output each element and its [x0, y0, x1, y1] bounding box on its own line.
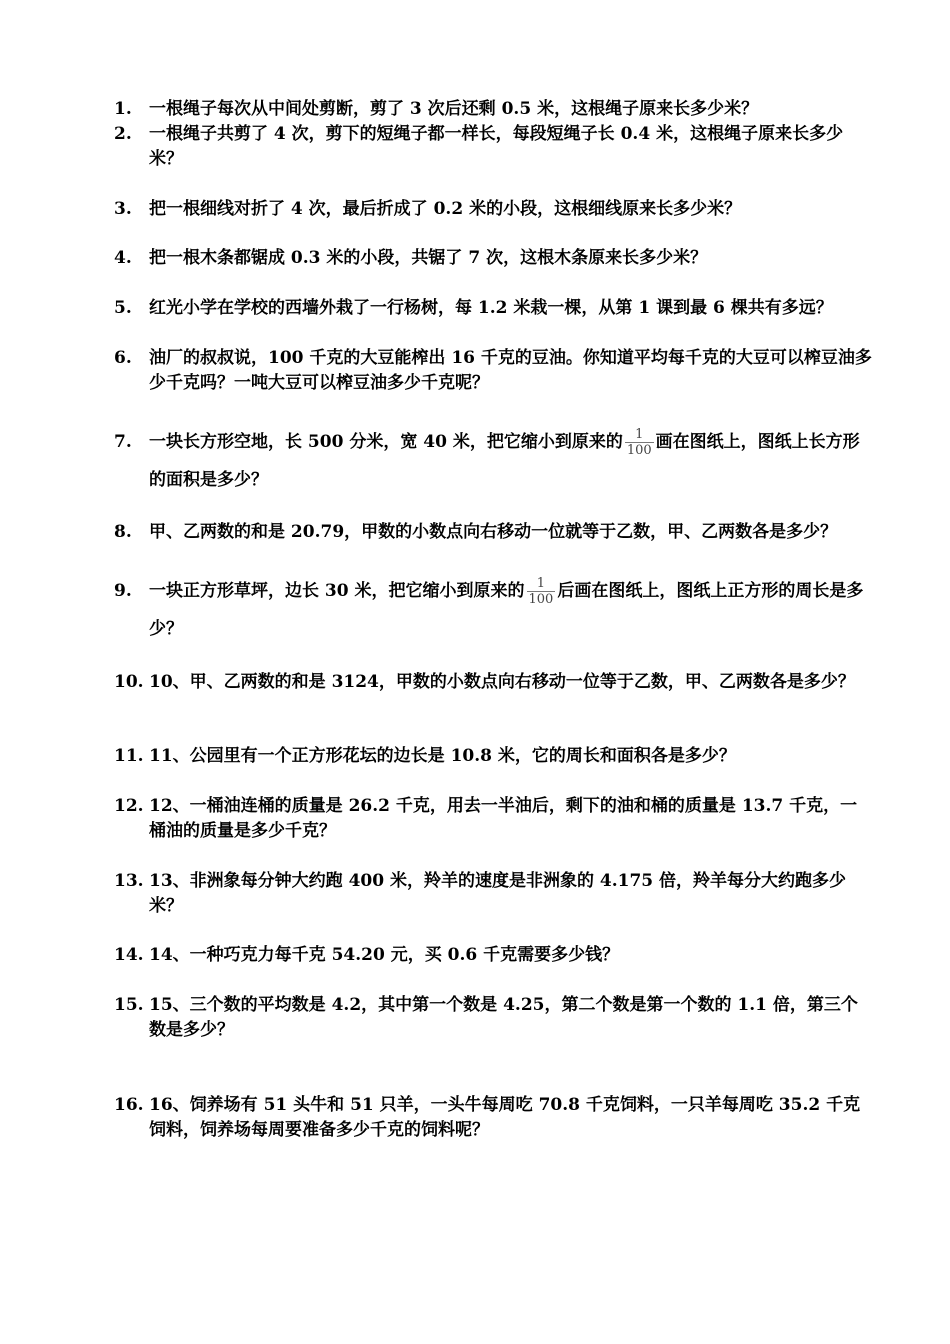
fraction-numerator: 1	[635, 427, 644, 442]
question-number: 14.	[114, 945, 144, 965]
question-11	[114, 744, 874, 769]
question-number: 9.	[114, 581, 132, 601]
question-6	[114, 346, 874, 396]
fraction	[625, 427, 654, 458]
question-text: 一根绳子每次从中间处剪断，剪了 3 次后还剩 0.5 米，这根绳子原来长多少米？	[149, 99, 759, 119]
question-text: 把一根木条都锯成 0.3 米的小段，共锯了 7 次，这根木条原来长多少米？	[149, 248, 708, 268]
question-text: 12、一桶油连桶的质量是 26.2 千克，用去一半油后，剩下的油和桶的质量是 13.7 千克，一桶油的质量是多少千克？	[149, 796, 858, 841]
question-3	[114, 197, 874, 222]
question-number: 5.	[114, 298, 132, 318]
question-text: 10、甲、乙两数的和是 3124，甲数的小数点向右移动一位等于乙数，甲、乙两数各是多少？	[149, 672, 855, 692]
question-7	[114, 423, 874, 499]
question-1	[114, 97, 874, 122]
question-number: 3.	[114, 199, 132, 219]
question-16	[114, 1093, 874, 1143]
fraction	[527, 576, 556, 607]
question-text-after: 画在图纸上，图纸上长方形的面积是多少？	[149, 432, 860, 490]
question-number: 16.	[114, 1095, 144, 1115]
question-9	[114, 572, 874, 648]
question-text: 一根绳子共剪了 4 次，剪下的短绳子都一样长，每段短绳子长 0.4 米，这根绳子原来长多少米？	[149, 124, 844, 169]
question-text: 11、公园里有一个正方形花坛的边长是 10.8 米，它的周长和面积各是多少？	[149, 746, 736, 766]
question-15	[114, 993, 874, 1043]
question-14	[114, 943, 874, 968]
fraction-denominator: 100	[528, 592, 554, 607]
question-number: 8.	[114, 522, 132, 542]
question-text: 把一根细线对折了 4 次，最后折成了 0.2 米的小段，这根细线原来长多少米？	[149, 199, 742, 219]
question-10	[114, 670, 884, 695]
question-text: 红光小学在学校的西墙外栽了一行杨树，每 1.2 米栽一棵，从第 1 课到最 6 棵共有多远？	[149, 298, 833, 318]
question-12	[114, 794, 874, 844]
question-text: 油厂的叔叔说，100 千克的大豆能榨出 16 千克的豆油。你知道平均每千克的大豆可以榨豆油多少千克吗？一吨大豆可以榨豆油多少千克呢？	[149, 348, 872, 393]
question-text-after: 后画在图纸上，图纸上正方形的周长是多少？	[149, 581, 864, 639]
question-text: 15、三个数的平均数是 4.2，其中第一个数是 4.25，第二个数是第一个数的 1.1 倍，第三个数是多少？	[149, 995, 858, 1040]
question-text	[149, 572, 874, 648]
question-4	[114, 246, 874, 271]
question-number: 13.	[114, 871, 144, 891]
question-number: 12.	[114, 796, 144, 816]
question-number: 11.	[114, 746, 144, 766]
question-number: 15.	[114, 995, 144, 1015]
question-number: 7.	[114, 432, 132, 452]
question-number: 10.	[114, 672, 144, 692]
question-number: 2.	[114, 124, 132, 144]
question-2	[114, 122, 874, 172]
question-text-before: 一块长方形空地，长 500 分米，宽 40 米，把它缩小到原来的	[149, 432, 623, 452]
question-text-before: 一块正方形草坪，边长 30 米，把它缩小到原来的	[149, 581, 525, 601]
question-number: 6.	[114, 348, 132, 368]
question-text	[149, 423, 874, 499]
question-text: 甲、乙两数的和是 20.79，甲数的小数点向右移动一位就等于乙数，甲、乙两数各是多少？	[149, 522, 838, 542]
question-text: 16、饲养场有 51 头牛和 51 只羊，一头牛每周吃 70.8 千克饲料，一只羊每周吃 35.2 千克饲料，饲养场每周要准备多少千克的饲料呢？	[149, 1095, 861, 1140]
question-8	[114, 520, 884, 545]
question-number: 4.	[114, 248, 132, 268]
question-number: 1.	[114, 99, 132, 119]
fraction-numerator: 1	[536, 576, 546, 591]
question-text: 13、非洲象每分钟大约跑 400 米，羚羊的速度是非洲象的 4.175 倍，羚羊每分大约跑多少米？	[149, 871, 847, 916]
question-text: 14、一种巧克力每千克 54.20 元，买 0.6 千克需要多少钱？	[149, 945, 620, 965]
fraction-denominator: 100	[626, 443, 652, 458]
question-13	[114, 869, 874, 919]
question-5	[114, 296, 884, 321]
